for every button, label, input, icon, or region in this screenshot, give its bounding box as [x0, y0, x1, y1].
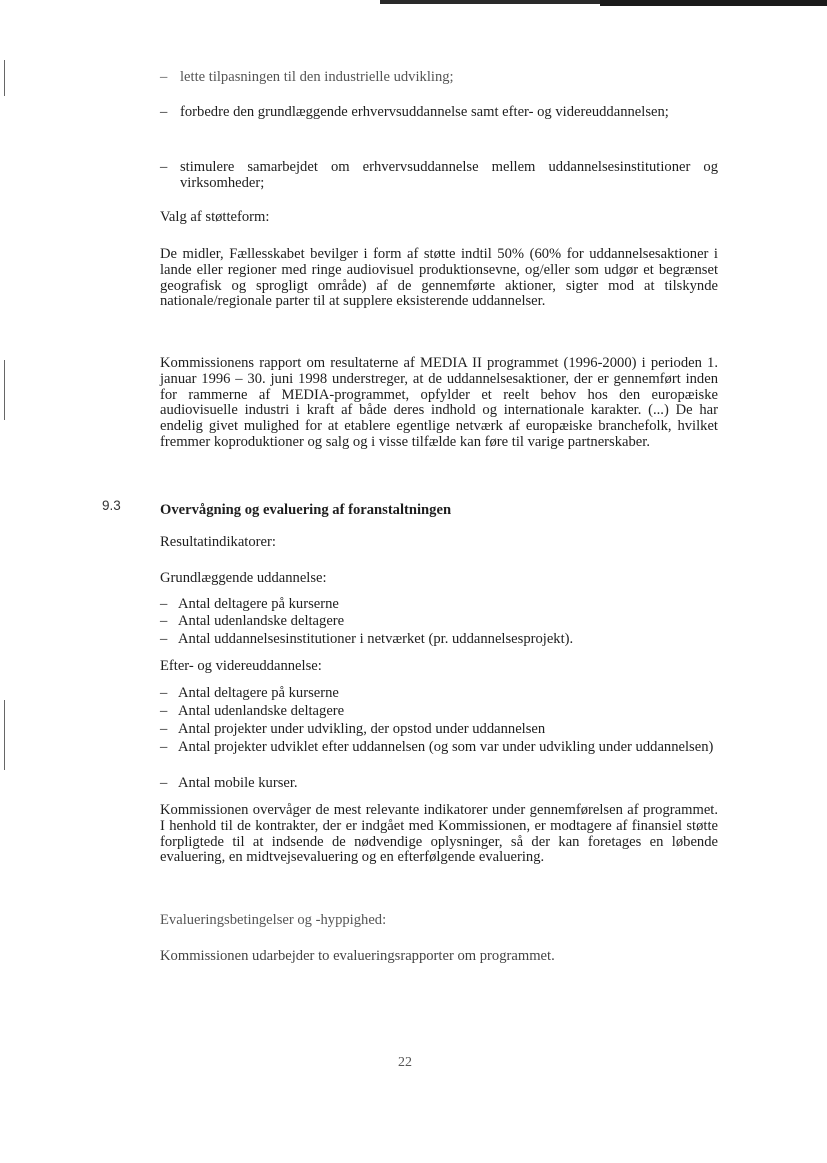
- monitoring-paragraph: Kommissionen overvåger de mest relevante indikatorer under gennemførelsen af programmet. I henhold til de kontrakter, der er indgået med Kommissionen, er modtagere af finansiel støtte forpligtede til at indsende de nødvendige oplysninger, så der kan foretages en løbende evaluering, en midtvejsevaluering og en efterfølgende evaluering.: [160, 802, 718, 866]
- result-indicators-label: Resultatindikatorer:: [160, 534, 276, 550]
- page-number: 22: [398, 1055, 412, 1070]
- further-training-heading: Efter- og videreuddannelse:: [160, 658, 322, 674]
- list-item: – Antal udenlandske deltagere: [160, 704, 718, 720]
- support-heading: Valg af støtteform:: [160, 209, 270, 225]
- list-item: – Antal projekter under udvikling, der opstod under uddannelsen: [160, 722, 718, 738]
- scan-left-edge-mark: [4, 60, 5, 96]
- list-item: – Antal projekter udviklet efter uddannelsen (og som var under udvikling under uddannelsen): [160, 740, 718, 756]
- scan-left-edge-mark: [4, 700, 5, 770]
- scan-top-edge-dark: [600, 0, 827, 6]
- intro-bullet: – forbedre den grundlæggende erhvervsuddannelse samt efter- og videreuddannelsen;: [160, 105, 718, 121]
- section-title: Overvågning og evaluering af foranstaltningen: [160, 502, 452, 518]
- scan-left-edge-mark: [4, 360, 5, 420]
- evaluation-heading: Evalueringsbetingelser og -hyppighed:: [160, 912, 387, 928]
- list-item: – Antal uddannelsesinstitutioner i netværket (pr. uddannelsesprojekt).: [160, 632, 718, 648]
- list-item: – Antal deltagere på kurserne: [160, 597, 718, 613]
- report-paragraph: Kommissionens rapport om resultaterne af MEDIA II programmet (1996-2000) i perioden 1. januar 1996 – 30. juni 1998 understreger, at de uddannelsesaktioner, der er gennemført inden for rammerne af MEDIA-programmet, opfylder et reelt behov hos den europæiske audiovisuelle industri i kraft af både deres indhold og internationale karakter. (...) De har endelig givet mulighed for at etablere egentlige netværk af europæiske branchefolk, hvilket fremmer koproduktioner og salg og i visse tilfælde kan føre til varige partnerskaber.: [160, 355, 718, 450]
- intro-bullet: – stimulere samarbejdet om erhvervsuddannelse mellem uddannelsesinstitutioner og virksomheder;: [160, 160, 718, 192]
- section-number: 9.3: [102, 498, 121, 513]
- support-paragraph: De midler, Fællesskabet bevilger i form af støtte indtil 50% (60% for uddannelsesaktioner i lande eller regioner med ringe audiovisuel produktionsevne, og/eller som udgør et begrænset geografisk og sprogligt område) af de gennemførte aktioner, sigter mod at tilskynde nationale/regionale parter til at supplere eksisterende uddannelser.: [160, 246, 718, 310]
- list-item: – Antal udenlandske deltagere: [160, 614, 718, 630]
- list-item: – Antal mobile kurser.: [160, 776, 718, 792]
- basic-training-heading: Grundlæggende uddannelse:: [160, 570, 327, 586]
- evaluation-text: Kommissionen udarbejder to evalueringsrapporter om programmet.: [160, 948, 555, 964]
- list-item: – Antal deltagere på kurserne: [160, 686, 718, 702]
- intro-bullet: – lette tilpasningen til den industrielle udvikling;: [160, 70, 718, 86]
